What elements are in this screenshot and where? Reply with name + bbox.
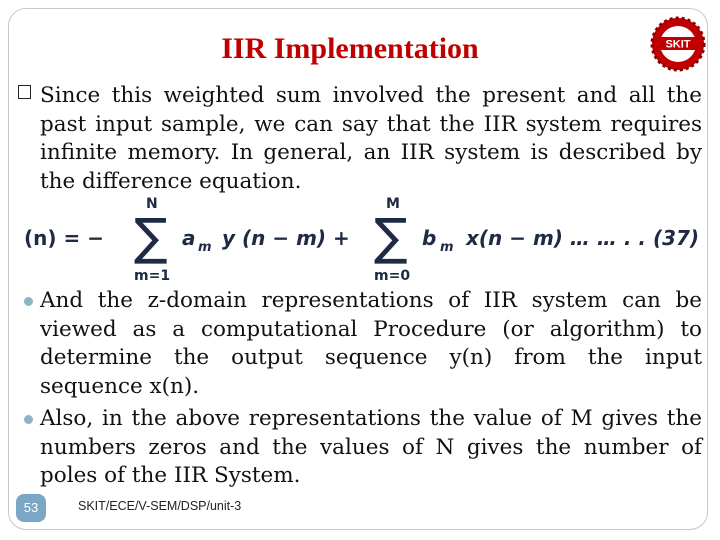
difference-equation bbox=[0, 196, 720, 286]
sum2-lower-limit: m=0 bbox=[374, 268, 411, 284]
skit-logo bbox=[650, 16, 706, 72]
page-number-badge: 53 bbox=[16, 494, 46, 522]
term1-rest: y (n − m) + bbox=[222, 226, 350, 250]
sum2-upper-limit: M bbox=[386, 196, 400, 212]
equation-lhs: (n) = − bbox=[24, 226, 104, 250]
bullet-dot-icon bbox=[24, 415, 33, 424]
term2-rest: x(n − m) … … . . (37) bbox=[466, 226, 700, 250]
sigma-symbol-2: ∑ bbox=[374, 208, 408, 266]
term2-coefficient: b bbox=[422, 226, 437, 250]
paragraph-3: Also, in the above representations the value of M gives the numbers zeros and the values of N gives the number of poles of the IIR System. bbox=[40, 406, 702, 488]
paragraph-1: Since this weighted sum involved the present and all the past input sample, we can say that the IIR system requires infinite memory. In general, an IIR system is described by the difference equation. bbox=[40, 83, 702, 194]
term1-subscript: m bbox=[198, 240, 212, 255]
footer-text: SKIT/ECE/V-SEM/DSP/unit-3 bbox=[78, 499, 242, 513]
term1-coefficient: a bbox=[182, 226, 196, 250]
bullet-missing-glyph-icon bbox=[18, 85, 31, 99]
sum1-lower-limit: m=1 bbox=[134, 268, 171, 284]
svg-text:SKIT: SKIT bbox=[665, 38, 691, 51]
sum1-upper-limit: N bbox=[146, 196, 158, 212]
sigma-symbol-1: ∑ bbox=[134, 208, 168, 266]
paragraph-2: And the z-domain representations of IIR system can be viewed as a computational Procedure (or algorithm) to determine the output sequence y(n) from the input sequence x(n). bbox=[40, 288, 702, 399]
term2-subscript: m bbox=[440, 240, 454, 255]
bullet-dot-icon bbox=[24, 297, 33, 306]
slide-title: IIR Implementation bbox=[221, 32, 479, 65]
